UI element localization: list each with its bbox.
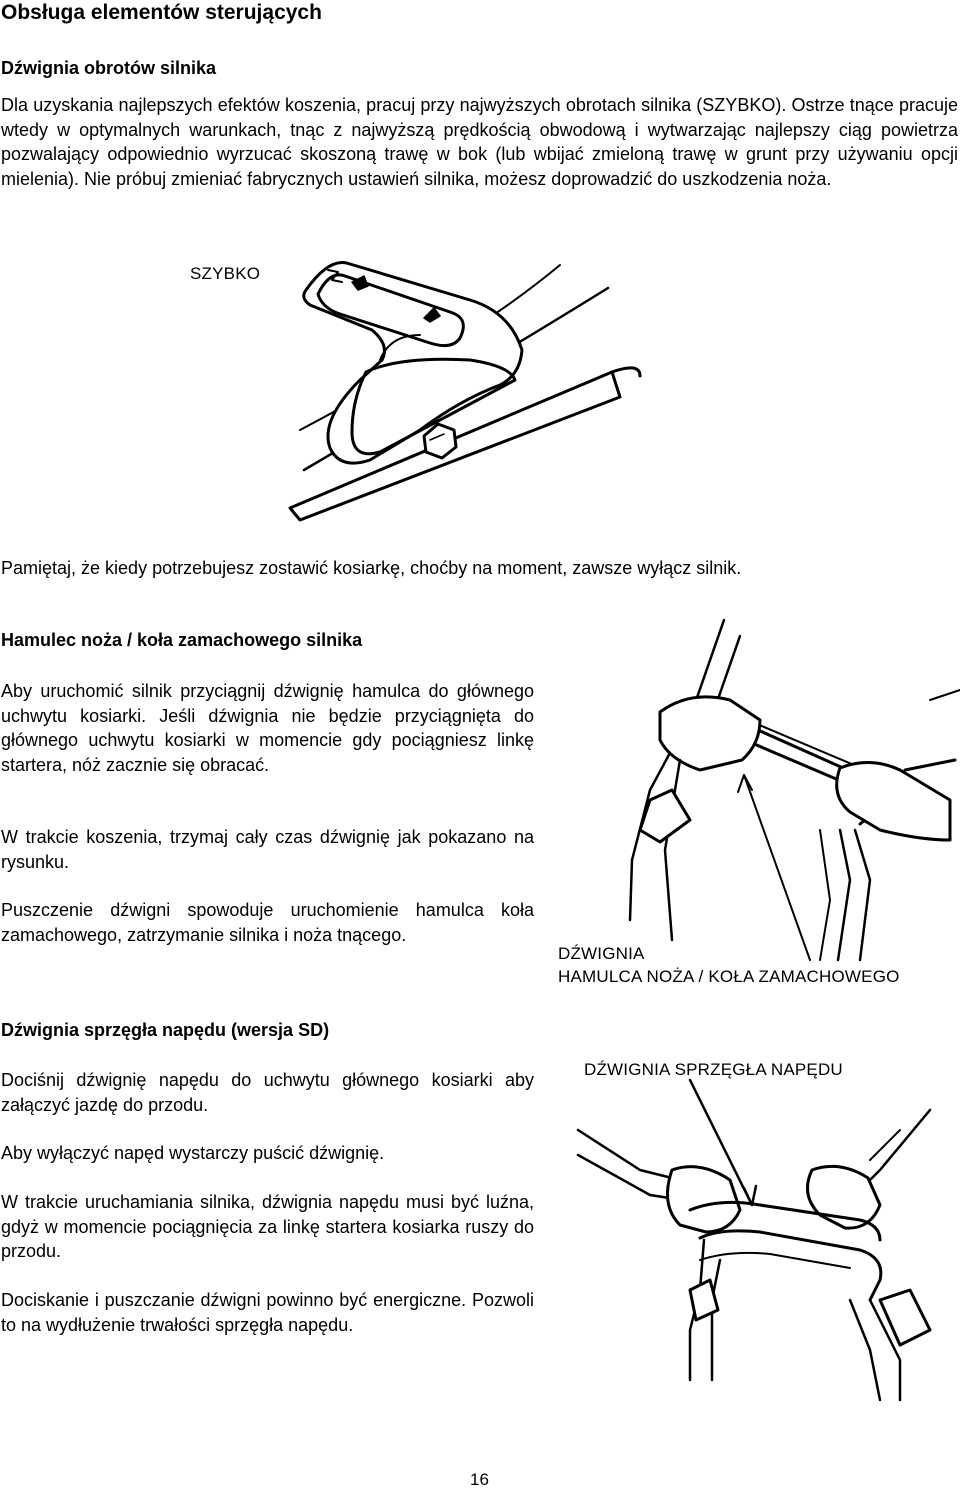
drive-clutch-heading: Dźwignia sprzęgła napędu (wersja SD): [1, 1020, 330, 1040]
brake-heading: Hamulec noża / koła zamachowego silnika: [1, 630, 363, 650]
drive-paragraph-3: W trakcie uruchamiania silnika, dźwignia napędu musi być luźna, gdyż w momencie pociągnięcia za linkę startera kosiarka ruszy do przodu.: [1, 1192, 534, 1261]
drive-paragraph-4: Dociskanie i puszczanie dźwigni powinno być energiczne. Pozwoli to na wydłużenie trwałości sprzęgła napędu.: [1, 1290, 534, 1335]
engine-off-note: Pamiętaj, że kiedy potrzebujesz zostawić kosiarkę, choćby na moment, zawsze wyłącz silnik.: [1, 558, 742, 578]
speed-lever-heading: Dźwignia obrotów silnika: [1, 58, 217, 78]
drive-clutch-label: DŹWIGNIA SPRZĘGŁA NAPĘDU: [584, 1060, 843, 1079]
brake-paragraph-1: Aby uruchomić silnik przyciągnij dźwignię hamulca do głównego uchwytu kosiarki. Jeśli dźwignia nie będzie przyciągnięta do głównego uchwytu kosiarki w momencie gdy pociągniesz linkę startera, nóż zacznie się obracać.: [1, 681, 534, 775]
brake-paragraph-2: W trakcie koszenia, trzymaj cały czas dźwignię jak pokazano na rysunku.: [1, 827, 534, 872]
brake-lever-label-line-1: DŹWIGNIA: [558, 944, 645, 963]
page-number: 16: [470, 1470, 489, 1489]
drive-paragraph-1: Dociśnij dźwignię napędu do uchwytu głównego kosiarki aby załączyć jazdę do przodu.: [1, 1070, 534, 1115]
brake-lever-label-line-2: HAMULCA NOŻA / KOŁA ZAMACHOWEGO: [558, 967, 900, 986]
fast-label: SZYBKO: [190, 264, 261, 283]
drive-paragraph-2: Aby wyłączyć napęd wystarczy puścić dźwignię.: [1, 1143, 385, 1163]
page-title: Obsługa elementów sterujących: [1, 1, 322, 24]
speed-lever-paragraph: Dla uzyskania najlepszych efektów koszenia, pracuj przy najwyższych obrotach silnika (SZYBKO). Ostrze tnące pracuje wtedy w optymalnych warunkach, tnąc z najwyższą prędkością obwodową i wytwarzając najlepszy ciąg powietrza pozwalający odpowiednio wyrzucać skoszoną trawę w bok (lub wbijać zmieloną trawę w grunt przy używaniu opcji mielenia). Nie próbuj zmieniać fabrycznych ustawień silnika, możesz doprowadzić do uszkodzenia noża.: [1, 95, 958, 189]
brake-paragraph-3: Puszczenie dźwigni spowoduje uruchomienie hamulca koła zamachowego, zatrzymanie silnika i noża tnącego.: [1, 900, 534, 945]
